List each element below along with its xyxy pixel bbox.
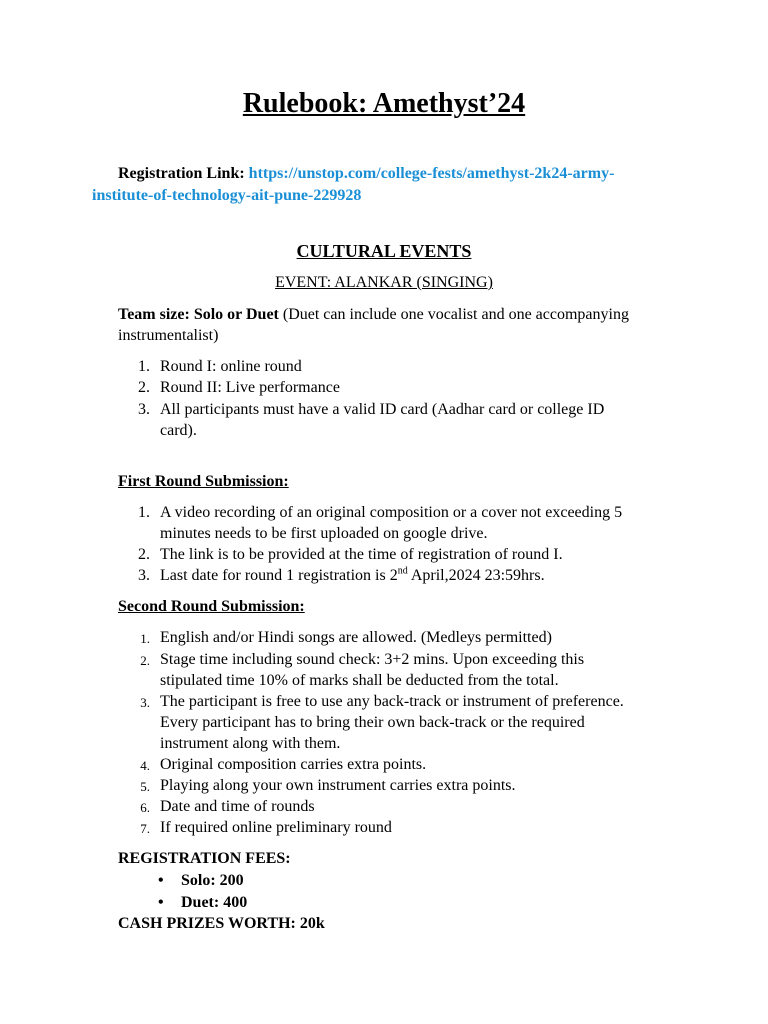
list-item: English and/or Hindi songs are allowed. (Medleys permitted) xyxy=(160,629,552,646)
list-item-text: Last date for round 1 registration is 2 xyxy=(160,567,398,584)
list-item: A video recording of an original composition or a cover not exceeding 5 xyxy=(160,504,623,521)
team-size-label: Team size: Solo or Duet xyxy=(118,306,279,323)
fees-heading: REGISTRATION FEES: xyxy=(118,850,291,867)
team-size-note: (Duet can include one vocalist and one accompanying xyxy=(278,306,629,323)
ordinal-suffix: nd xyxy=(397,565,408,577)
page-title: Rulebook: Amethyst’24 xyxy=(242,88,526,119)
list-item-continued: card). xyxy=(160,422,197,439)
bullet-icon: • xyxy=(158,894,164,911)
fee-item: Duet: 400 xyxy=(181,894,248,911)
list-number: 3. xyxy=(138,567,150,584)
list-number: 3. xyxy=(140,695,150,710)
list-item: Date and time of rounds xyxy=(160,798,315,815)
registration-line xyxy=(118,165,614,183)
list-number: 3. xyxy=(138,401,150,418)
list-item: Round I: online round xyxy=(160,358,302,375)
registration-link[interactable]: https://unstop.com/college-fests/amethyst-2k24-army- xyxy=(248,165,615,182)
section-heading: CULTURAL EVENTS xyxy=(296,241,472,261)
team-size-line xyxy=(118,306,629,324)
list-item-continued: minutes needs to be first uploaded on google drive. xyxy=(160,525,488,542)
list-number: 2. xyxy=(138,546,150,563)
list-item: The link is to be provided at the time of registration of round I. xyxy=(160,546,563,563)
list-number: 1. xyxy=(140,631,150,646)
list-number: 1. xyxy=(138,358,150,375)
fee-item: Solo: 200 xyxy=(181,872,244,889)
list-item: The participant is free to use any back-track or instrument of preference. xyxy=(160,693,624,710)
list-item: Original composition carries extra points. xyxy=(160,756,427,773)
list-item: Playing along your own instrument carries extra points. xyxy=(160,777,516,794)
list-item: If required online preliminary round xyxy=(160,819,392,836)
list-item xyxy=(160,567,545,585)
list-item: All participants must have a valid ID card (Aadhar card or college ID xyxy=(160,401,605,418)
registration-link-continued[interactable]: institute-of-technology-ait-pune-229928 xyxy=(92,187,362,204)
list-item: Stage time including sound check: 3+2 mins. Upon exceeding this xyxy=(160,651,585,668)
list-number: 2. xyxy=(140,653,150,668)
bullet-icon: • xyxy=(158,872,164,889)
list-number: 7. xyxy=(140,821,150,836)
list-number: 4. xyxy=(140,758,150,773)
list-item-continued: instrument along with them. xyxy=(160,735,341,752)
first-round-heading: First Round Submission: xyxy=(118,473,289,490)
list-item-continued: stipulated time 10% of marks shall be deducted from the total. xyxy=(160,672,559,689)
list-number: 2. xyxy=(138,379,150,396)
list-item-text: April,2024 23:59hrs. xyxy=(407,567,545,584)
list-item: Round II: Live performance xyxy=(160,379,340,396)
event-heading: EVENT: ALANKAR (SINGING) xyxy=(275,274,493,291)
list-number: 5. xyxy=(140,779,150,794)
registration-label: Registration Link: xyxy=(118,165,245,182)
list-number: 1. xyxy=(138,504,150,521)
second-round-heading: Second Round Submission: xyxy=(118,598,305,615)
team-size-note-continued: instrumentalist) xyxy=(118,327,219,344)
list-number: 6. xyxy=(140,800,150,815)
list-item-continued: Every participant has to bring their own back-track or the required xyxy=(160,714,585,731)
prizes-line: CASH PRIZES WORTH: 20k xyxy=(118,915,325,932)
